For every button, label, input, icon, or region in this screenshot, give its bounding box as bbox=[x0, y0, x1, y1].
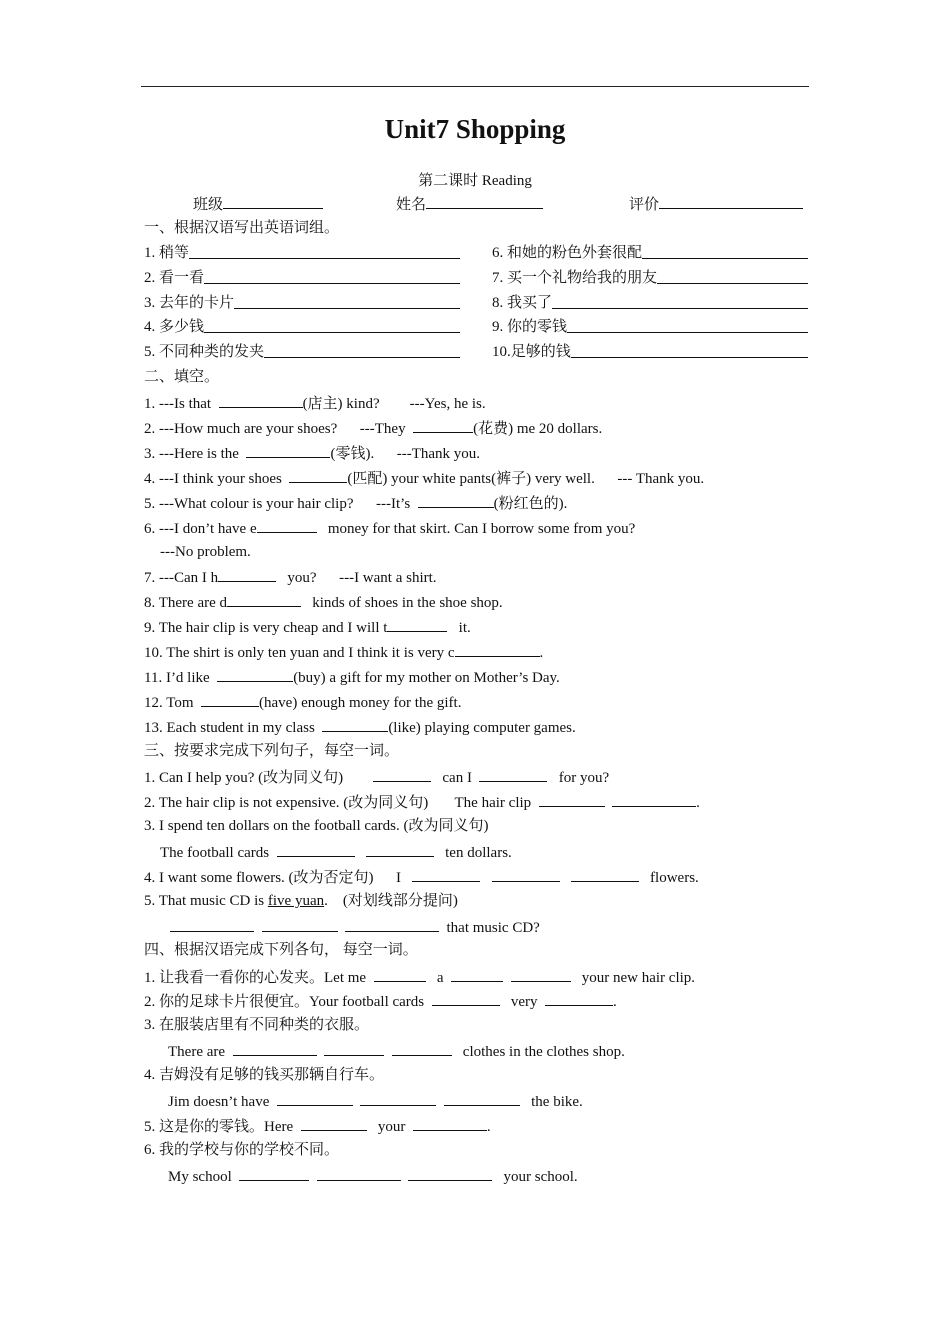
s4-q3: 3. 在服装店里有不同种类的衣服。 bbox=[144, 1017, 370, 1033]
blank[interactable] bbox=[170, 917, 254, 932]
blank[interactable] bbox=[451, 967, 503, 982]
blank[interactable] bbox=[366, 842, 434, 857]
blank[interactable] bbox=[246, 443, 330, 458]
underlined-phrase: five yuan bbox=[267, 893, 325, 909]
blank[interactable] bbox=[413, 418, 473, 433]
s3-q3: 3. I spend ten dollars on the football cards. (改为同义句) bbox=[144, 818, 489, 834]
s3-q5: 5. That music CD is five yuan. (对划线部分提问) bbox=[144, 893, 458, 909]
s2-q7: 7. ---Can I h you? ---I want a shirt. bbox=[144, 567, 437, 587]
s2-q2: 2. ---How much are your shoes? ---They (花费) me 20 dollars. bbox=[144, 418, 602, 438]
s3-q2: 2. The hair clip is not expensive. (改为同义句) The hair clip . bbox=[144, 792, 700, 812]
s1-item-4: 4. 多少钱 bbox=[144, 318, 460, 336]
blank[interactable] bbox=[552, 294, 808, 309]
blank[interactable] bbox=[545, 991, 613, 1006]
s2-q6-answer: ---No problem. bbox=[160, 544, 251, 560]
s4-q4: 4. 吉姆没有足够的钱买那辆自行车。 bbox=[144, 1067, 385, 1083]
s4-q2: 2. 你的足球卡片很便宜。Your football cards very . bbox=[144, 991, 617, 1011]
s2-q5: 5. ---What colour is your hair clip? ---It’s (粉红色的). bbox=[144, 493, 567, 513]
section4-heading: 四、根据汉语完成下列各句， 每空一词。 bbox=[144, 942, 418, 958]
name-field bbox=[396, 194, 543, 214]
eval-field bbox=[629, 194, 803, 214]
blank[interactable] bbox=[217, 667, 293, 682]
s4-q6-answer: My school your school. bbox=[168, 1166, 578, 1186]
blank[interactable] bbox=[432, 991, 500, 1006]
blank[interactable] bbox=[317, 1166, 401, 1181]
blank[interactable] bbox=[324, 1041, 384, 1056]
blank[interactable] bbox=[412, 867, 480, 882]
blank[interactable] bbox=[233, 1041, 317, 1056]
s1-item-2: 2. 看一看 bbox=[144, 269, 460, 287]
top-rule bbox=[141, 86, 809, 87]
s1-item-10: 10.足够的钱 bbox=[492, 343, 808, 361]
section1-heading: 一、根据汉语写出英语词组。 bbox=[144, 220, 340, 236]
blank[interactable] bbox=[492, 867, 560, 882]
s1-item-3: 3. 去年的卡片 bbox=[144, 294, 460, 312]
s4-q6: 6. 我的学校与你的学校不同。 bbox=[144, 1142, 340, 1158]
page-title: Unit7 Shopping bbox=[384, 114, 566, 144]
s3-q4: 4. I want some flowers. (改为否定句) I flowers. bbox=[144, 867, 699, 887]
blank[interactable] bbox=[234, 294, 460, 309]
s1-item-9: 9. 你的零钱 bbox=[492, 318, 808, 336]
blank[interactable] bbox=[257, 518, 317, 533]
blank[interactable] bbox=[455, 642, 540, 657]
blank[interactable] bbox=[277, 842, 355, 857]
eval-label: 评价 bbox=[629, 197, 660, 213]
s2-q8: 8. There are d kinds of shoes in the shoe shop. bbox=[144, 592, 503, 612]
blank[interactable] bbox=[219, 393, 303, 408]
class-label: 班级 bbox=[193, 197, 224, 213]
s2-q13: 13. Each student in my class (like) playing computer games. bbox=[144, 717, 576, 737]
s2-q9: 9. The hair clip is very cheap and I will t it. bbox=[144, 617, 471, 637]
blank[interactable] bbox=[239, 1166, 309, 1181]
blank[interactable] bbox=[201, 692, 259, 707]
blank[interactable] bbox=[539, 792, 605, 807]
blank[interactable] bbox=[511, 967, 571, 982]
s1-item-6: 6. 和她的粉色外套很配 bbox=[492, 244, 808, 262]
blank[interactable] bbox=[612, 792, 696, 807]
s3-q3-answer: The football cards ten dollars. bbox=[160, 842, 512, 862]
s2-q11: 11. I’d like (buy) a gift for my mother on Mother’s Day. bbox=[144, 667, 560, 687]
s2-q10: 10. The shirt is only ten yuan and I think it is very c . bbox=[144, 642, 543, 662]
blank[interactable] bbox=[373, 767, 431, 782]
blank[interactable] bbox=[479, 767, 547, 782]
blank[interactable] bbox=[360, 1091, 436, 1106]
s4-q4-answer: Jim doesn’t have the bike. bbox=[168, 1091, 583, 1111]
blank[interactable] bbox=[345, 917, 439, 932]
eval-blank[interactable] bbox=[659, 194, 803, 209]
blank[interactable] bbox=[204, 269, 460, 284]
section3-heading: 三、按要求完成下列句子，每空一词。 bbox=[144, 743, 400, 759]
blank[interactable] bbox=[657, 269, 808, 284]
blank[interactable] bbox=[264, 343, 460, 358]
blank[interactable] bbox=[408, 1166, 492, 1181]
blank[interactable] bbox=[418, 493, 494, 508]
blank[interactable] bbox=[277, 1091, 353, 1106]
s4-q5: 5. 这是你的零钱。Here your . bbox=[144, 1116, 491, 1136]
section2-heading: 二、填空。 bbox=[144, 369, 220, 385]
blank[interactable] bbox=[374, 967, 426, 982]
s4-q3-answer: There are clothes in the clothes shop. bbox=[168, 1041, 625, 1061]
s1-item-8: 8. 我买了 bbox=[492, 294, 808, 312]
blank[interactable] bbox=[571, 343, 808, 358]
s2-q4: 4. ---I think your shoes (匹配) your white pants(裤子) very well. --- Thank you. bbox=[144, 468, 704, 488]
blank[interactable] bbox=[567, 318, 808, 333]
s2-q6: 6. ---I don’t have e money for that skirt. Can I borrow some from you? bbox=[144, 518, 635, 538]
s2-q3: 3. ---Here is the (零钱). ---Thank you. bbox=[144, 443, 480, 463]
blank[interactable] bbox=[189, 244, 460, 259]
s1-item-5: 5. 不同种类的发夹 bbox=[144, 343, 460, 361]
s1-item-1: 1. 稍等 bbox=[144, 244, 460, 262]
blank[interactable] bbox=[444, 1091, 520, 1106]
s3-q5-answer: that music CD? bbox=[170, 917, 540, 937]
blank[interactable] bbox=[262, 917, 338, 932]
blank[interactable] bbox=[392, 1041, 452, 1056]
class-field bbox=[193, 194, 323, 214]
name-label: 姓名 bbox=[396, 197, 427, 213]
blank[interactable] bbox=[413, 1116, 487, 1131]
blank[interactable] bbox=[227, 592, 301, 607]
blank[interactable] bbox=[301, 1116, 367, 1131]
lesson-subtitle: 第二课时 Reading bbox=[418, 173, 532, 189]
blank[interactable] bbox=[387, 617, 447, 632]
blank[interactable] bbox=[289, 468, 347, 483]
blank[interactable] bbox=[218, 567, 276, 582]
blank[interactable] bbox=[642, 244, 808, 259]
name-blank[interactable] bbox=[426, 194, 543, 209]
class-blank[interactable] bbox=[223, 194, 323, 209]
s2-q1: 1. ---Is that (店主) kind? ---Yes, he is. bbox=[144, 393, 486, 413]
s1-item-7: 7. 买一个礼物给我的朋友 bbox=[492, 269, 808, 287]
blank[interactable] bbox=[571, 867, 639, 882]
s4-q1: 1. 让我看一看你的心发夹。Let me a your new hair clip. bbox=[144, 967, 695, 987]
s3-q1: 1. Can I help you? (改为同义句) can I for you? bbox=[144, 767, 609, 787]
blank[interactable] bbox=[322, 717, 388, 732]
s2-q12: 12. Tom (have) enough money for the gift. bbox=[144, 692, 461, 712]
blank[interactable] bbox=[204, 318, 460, 333]
